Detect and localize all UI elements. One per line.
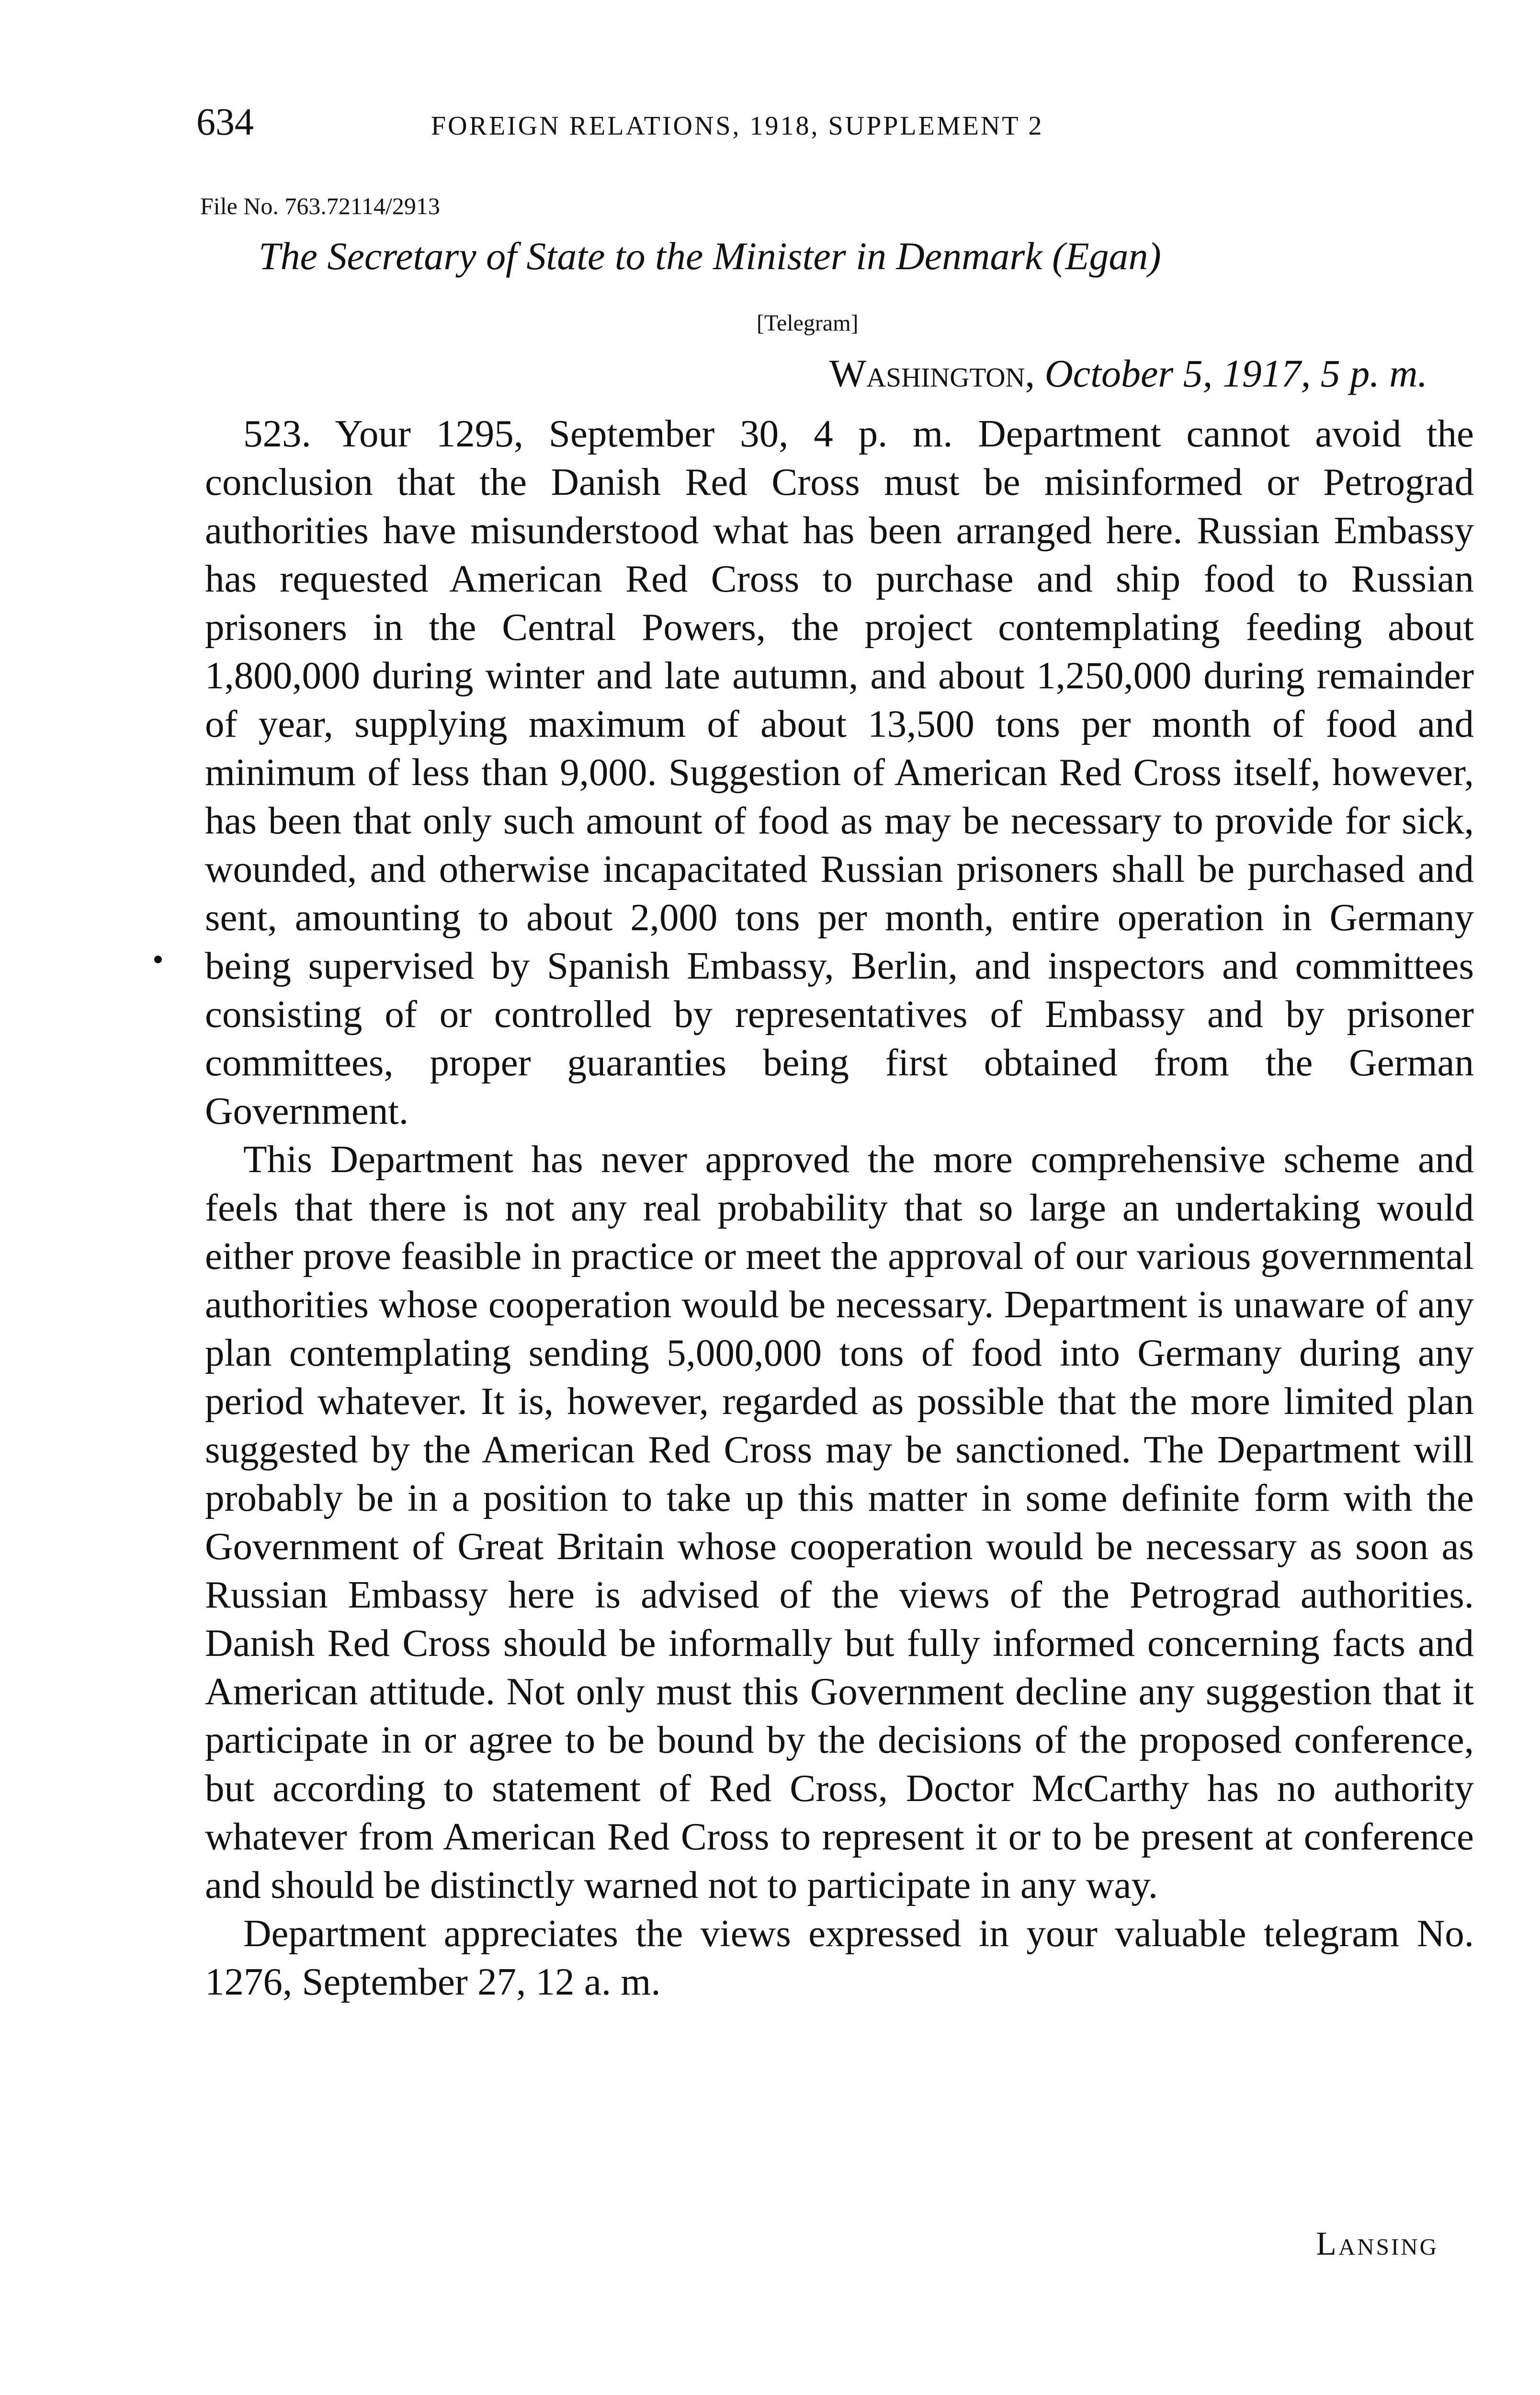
- signature: Lansing: [1316, 2225, 1438, 2262]
- margin-dot-mark: [154, 956, 162, 963]
- document-title: The Secretary of State to the Minister in Denmark (Egan): [259, 234, 1161, 278]
- running-head: FOREIGN RELATIONS, 1918, SUPPLEMENT 2: [431, 111, 1044, 141]
- dateline-date: October 5, 1917, 5 p. m.: [1044, 352, 1427, 395]
- body-paragraph: This Department has never approved the more comprehensive scheme and feels that there is not any real probability that so large an undertaking would either prove feasible in practice or meet the approval of our various governmental authorities whose cooperation would be necessary. Department is unaware of any plan contemplating sending 5,000,000 tons of food into Germany during any period whatever. It is, however, regarded as possible that the more limited plan suggested by the American Red Cross may be sanctioned. The Department will probably be in a position to take up this matter in some definite form with the Government of Great Britain whose cooperation would be necessary as soon as Russian Embassy here is advised of the views of the Petrograd authorities. Danish Red Cross should be informally but fully informed concerning facts and American attitude. Not only must this Government decline any suggestion that it participate in or agree to be bound by the decisions of the proposed conference, but according to statement of Red Cross, Doctor McCarthy has no authority whatever from American Red Cross to represent it or to be present at conference and should be distinctly warned not to participate in any way.: [205, 1138, 1474, 1906]
- body-paragraph: 523. Your 1295, September 30, 4 p. m. Department cannot avoid the conclusion that the Danish Red Cross must be misinformed or Petrograd authorities have misunderstood what has been arranged here. Russian Embassy has requested American Red Cross to purchase and ship food to Russian prisoners in the Central Powers, the project contemplating feeding about 1,800,000 during winter and late autumn, and about 1,250,000 during remainder of year, supplying maximum of about 13,500 tons per month of food and minimum of less than 9,000. Suggestion of American Red Cross itself, however, has been that only such amount of food as may be necessary to provide for sick, wounded, and otherwise incapacitated Russian prisoners shall be purchased and sent, amounting to about 2,000 tons per month, entire operation in Germany being supervised by Spanish Embassy, Berlin, and inspectors and committees consisting of or controlled by representatives of Embassy and by prisoner committees, proper guaranties being first obtained from the German Government.: [205, 412, 1474, 1132]
- telegram-body: [205, 410, 1474, 2006]
- dateline-place: Washington,: [829, 352, 1035, 395]
- body-paragraph: Department appreciates the views expressed in your valuable telegram No. 1276, September 27, 12 a. m.: [205, 1912, 1474, 2003]
- file-number: File No. 763.72114/2913: [200, 193, 440, 219]
- dateline: [829, 347, 1427, 400]
- page-header: [196, 98, 1264, 151]
- page-number: 634: [196, 101, 254, 143]
- document-type-label: [Telegram]: [757, 310, 859, 336]
